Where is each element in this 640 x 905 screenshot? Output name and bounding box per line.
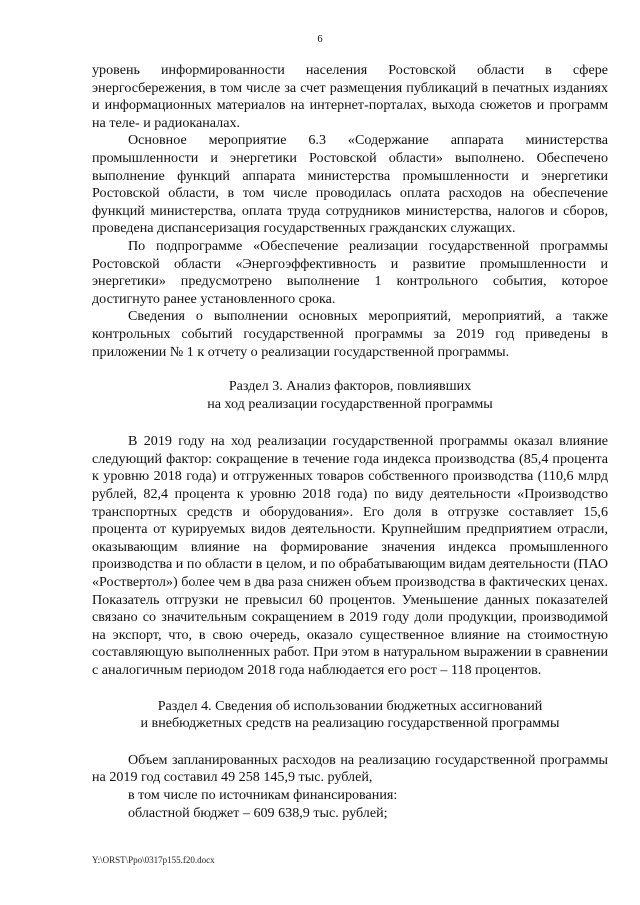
paragraph: областной бюджет – 609 638,9 тыс. рублей; bbox=[128, 804, 388, 821]
paragraph: Сведения о выполнении основных мероприятий, мероприятий, а также контрольных событий государственной программы за 2019 год приведены в приложении № 1 к отчету о реализации государственной программы. bbox=[92, 308, 608, 360]
paragraph: В 2019 году на ход реализации государственной программы оказал влияние следующий фактор: сокращение в течение года индекса производства (85,4 процента к уровню 2018 года) и отгруженных товаров собственного производства (110,6 млрд рублей, 82,4 процента к уровню 2018 года) по виду деятельности «Производство транспортных средств и оборудования». Его доля в отгрузке составляет 15,6 процента от курируемых видов деятельности. Крупнейшим предприятием отрасли, оказывающим влияние на формирование значения индекса промышленного производства и по области в целом, и по обрабатывающим видам деятельности (ПАО «Роствертол») более чем в два раза снижен объем производства в фактических ценах. Показатель отгрузки не превысил 60 процентов. Уменьшение данных показателей связано со значительным сокращением в 2019 году доли продукции, производимой на экспорт, что, в свою очередь, оказало существенное влияние на стоимостную составляющую выполненных работ. При этом в натуральном выражении в сравнении с аналогичным периодом 2018 года наблюдается его рост – 118 процентов. bbox=[92, 433, 608, 678]
page-number: 6 bbox=[317, 34, 323, 45]
paragraph: уровень информированности населения Ростовской области в сфере энергосбережения, в том числе за счет размещения публикаций в печатных изданиях и информационных материалов на интернет-порталах, выхода сюжетов и программ на теле- и радиоканалах. bbox=[92, 62, 608, 131]
section-3-heading bbox=[92, 378, 608, 413]
paragraph: Основное мероприятие 6.3 «Содержание аппарата министерства промышленности и энергетики Ростовской области» выполнено. Обеспечено выполнение функций аппарата министерства промышленности и энергетики Ростовской области, в том числе проводилась оплата расходов на обеспечение функций министерства, оплата труда сотрудников министерства, налогов и сборов, проведена диспансеризация государственных гражданских служащих. bbox=[92, 132, 608, 237]
footer-file-path: Y:\ORST\Ppo\0317p155.f20.docx bbox=[92, 855, 215, 865]
section-3-heading-line: на ход реализации государственной программы bbox=[207, 395, 493, 412]
section-4-heading bbox=[92, 698, 608, 733]
paragraph: в том числе по источникам финансирования: bbox=[128, 786, 398, 803]
section-4-heading-line: Раздел 4. Сведения об использовании бюджетных ассигнований bbox=[157, 697, 543, 714]
document-body bbox=[92, 62, 608, 822]
section-3-heading-line: Раздел 3. Анализ факторов, повлиявших bbox=[228, 378, 472, 395]
paragraph: По подпрограмме «Обеспечение реализации государственной программы Ростовской области «Энергоэффективность и развитие промышленности и энергетики» предусмотрено выполнение 1 контрольного события, которое достигнуто ранее установленного срока. bbox=[92, 237, 608, 307]
section-4-heading-line: и внебюджетных средств на реализацию государственной программы bbox=[140, 715, 560, 732]
paragraph: Объем запланированных расходов на реализацию государственной программы на 2019 год составил 49 258 145,9 тыс. рублей, bbox=[92, 751, 608, 786]
